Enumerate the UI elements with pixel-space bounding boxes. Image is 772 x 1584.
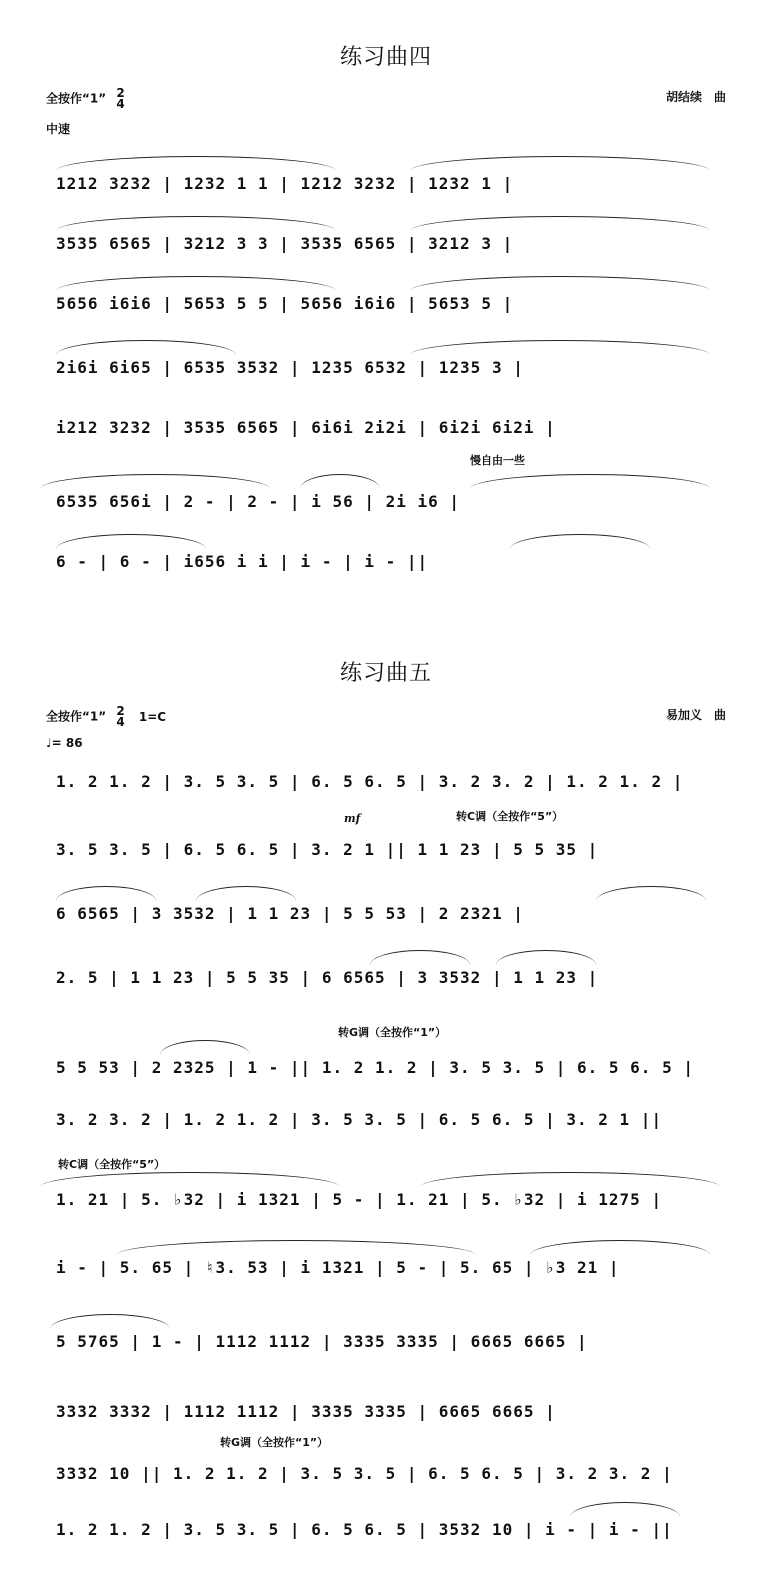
piece5-line-10	[0, 1396, 772, 1430]
piece5-title: 练习曲五	[339, 661, 432, 686]
notation-text: 1. 2 1. 2 | 3. 5 3. 5 | 6. 5 6. 5 | 3532 10 | i - | i - ||	[56, 1520, 673, 1539]
notation-text: 6535 656i | 2 - | 2 - | i 56 | 2i i6 |	[56, 492, 461, 511]
piece4-line-2	[0, 228, 772, 262]
slur	[470, 474, 710, 489]
notation-text: 5 5765 | 1 - | 1112 1112 | 3335 3335 | 6665 6665 |	[56, 1332, 588, 1351]
slur	[40, 474, 270, 489]
slur	[410, 156, 710, 171]
piece4-line-5	[0, 412, 772, 446]
piece5-time-num: 2	[116, 704, 125, 718]
notation-text: 3332 10 || 1. 2 1. 2 | 3. 5 3. 5 | 6. 5 6. 5 | 3. 2 3. 2 |	[56, 1464, 673, 1483]
piece4-composer: 胡结续 曲	[665, 90, 726, 104]
notation-text: 6 6565 | 3 3532 | 1 1 23 | 5 5 53 | 2 2321 |	[56, 904, 524, 923]
notation-text: 3332 3332 | 1112 1112 | 3335 3335 | 6665 6665 |	[56, 1402, 556, 1421]
notation-text: i212 3232 | 3535 6565 | 6i6i 2i2i | 6i2i 6i2i |	[56, 418, 556, 437]
slur	[410, 340, 710, 355]
piece5-fingering-text: 全按作“1”	[46, 709, 107, 724]
slur	[510, 534, 650, 549]
notation-text: 1212 3232 | 1232 1 1 | 1212 3232 | 1232 1 |	[56, 174, 514, 193]
piece5-composer: 易加义 曲	[665, 708, 726, 722]
piece5-time-den: 4	[116, 715, 125, 729]
piece4-time-num: 2	[116, 86, 125, 100]
slur	[496, 950, 596, 965]
slur	[570, 1502, 680, 1517]
slur	[196, 886, 296, 901]
slur	[40, 1172, 340, 1187]
notation-text: 5 5 53 | 2 2325 | 1 - || 1. 2 1. 2 | 3. 5 3. 5 | 6. 5 6. 5 |	[56, 1058, 694, 1077]
piece5-dynamic: mf	[344, 812, 361, 825]
slur	[530, 1240, 710, 1255]
piece5-line-6	[0, 1104, 772, 1138]
slur	[56, 886, 156, 901]
notation-text: 3. 2 3. 2 | 1. 2 1. 2 | 3. 5 3. 5 | 6. 5 6. 5 | 3. 2 1 ||	[56, 1110, 663, 1129]
slur	[410, 216, 710, 231]
piece5-modulation-3: 转C调（全按作“5”）	[58, 1158, 166, 1171]
piece4-title: 练习曲四	[339, 45, 432, 70]
slur	[116, 1240, 476, 1255]
notation-text: 2. 5 | 1 1 23 | 5 5 35 | 6 6565 | 3 3532 | 1 1 23 |	[56, 968, 599, 987]
piece4-expression: 慢自由一些	[470, 454, 525, 467]
piece5-modulation-4: 转G调（全按作“1”）	[220, 1436, 329, 1449]
piece4-time-signature	[116, 88, 124, 110]
piece4-line-3	[0, 288, 772, 322]
piece5-tempo: ♩= 86	[46, 736, 83, 750]
slur	[300, 474, 380, 489]
piece5-line-5	[0, 1052, 772, 1086]
piece5-line-3	[0, 898, 772, 932]
piece5-fingering	[46, 706, 166, 728]
piece5-modulation-2: 转G调（全按作“1”）	[338, 1026, 447, 1039]
piece5-line-11	[0, 1458, 772, 1492]
slur	[160, 1040, 250, 1055]
notation-text: 3535 6565 | 3212 3 3 | 3535 6565 | 3212 3 |	[56, 234, 514, 253]
piece5-line-12	[0, 1514, 772, 1548]
slur	[596, 886, 706, 901]
piece5-line-1	[0, 766, 772, 800]
notation-text: i - | 5. 65 | ♮3. 53 | i 1321 | 5 - | 5. 65 | ♭3 21 |	[56, 1258, 620, 1277]
piece5-line-2	[0, 834, 772, 868]
slur	[56, 340, 236, 355]
piece4-time-den: 4	[116, 97, 125, 111]
piece5-key: 1=C	[138, 709, 167, 724]
piece4-line-7	[0, 546, 772, 580]
slur	[50, 1314, 170, 1329]
piece4-line-4	[0, 352, 772, 386]
slur	[56, 276, 336, 291]
piece5-modulation-1: 转C调（全按作“5”）	[456, 810, 564, 823]
piece4-fingering	[46, 88, 125, 110]
slur	[370, 950, 470, 965]
notation-text: 6 - | 6 - | i656 i i | i - | i - ||	[56, 552, 429, 571]
notation-text: 1. 21 | 5. ♭32 | i 1321 | 5 - | 1. 21 | 5. ♭32 | i 1275 |	[56, 1190, 663, 1209]
piece4-tempo: 中速	[46, 122, 71, 136]
piece5-line-9	[0, 1326, 772, 1360]
notation-text: 3. 5 3. 5 | 6. 5 6. 5 | 3. 2 1 || 1 1 23 | 5 5 35 |	[56, 840, 599, 859]
piece5-line-7	[0, 1184, 772, 1218]
slur	[410, 276, 710, 291]
slur	[56, 216, 336, 231]
notation-text: 1. 2 1. 2 | 3. 5 3. 5 | 6. 5 6. 5 | 3. 2 3. 2 | 1. 2 1. 2 |	[56, 772, 684, 791]
piece4-line-6	[0, 486, 772, 520]
slur	[420, 1172, 720, 1187]
piece5-line-8	[0, 1252, 772, 1286]
piece5-line-4	[0, 962, 772, 996]
notation-text: 2i6i 6i65 | 6535 3532 | 1235 6532 | 1235 3 |	[56, 358, 524, 377]
slur	[56, 156, 336, 171]
piece5-time-signature	[116, 706, 124, 728]
piece4-line-1	[0, 168, 772, 202]
piece4-fingering-text: 全按作“1”	[46, 91, 107, 106]
notation-text: 5656 i6i6 | 5653 5 5 | 5656 i6i6 | 5653 5 |	[56, 294, 514, 313]
slur	[56, 534, 206, 549]
